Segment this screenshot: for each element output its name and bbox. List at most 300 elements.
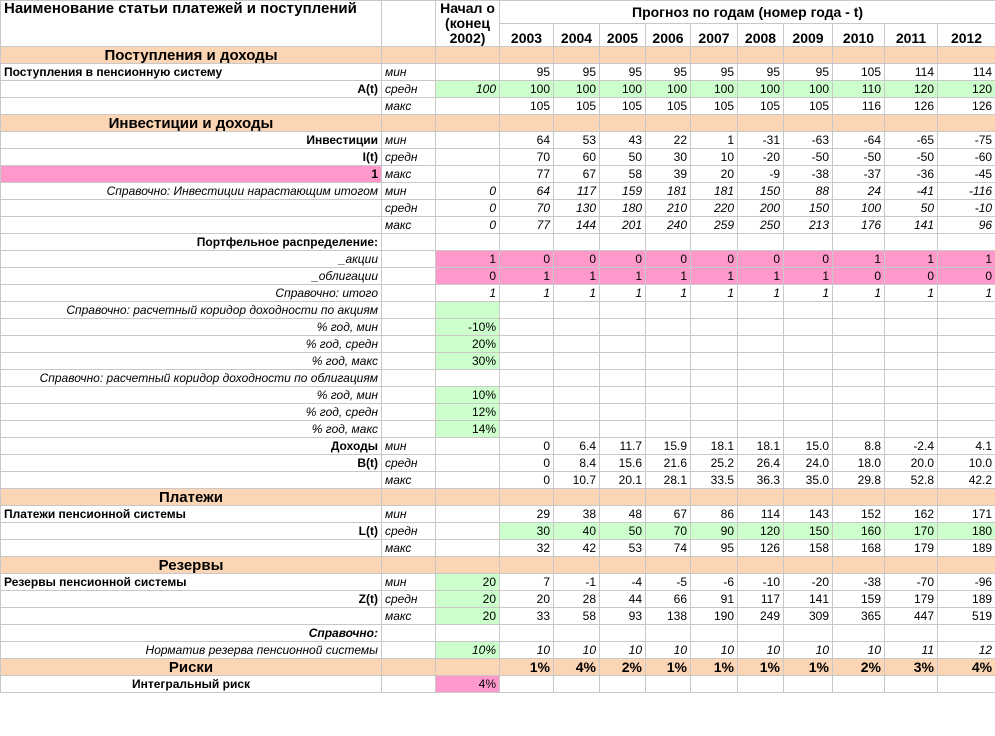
year-value-cell[interactable]: 0 — [500, 251, 554, 268]
start-value-cell[interactable]: 1 — [436, 285, 500, 302]
year-value-cell[interactable]: 1 — [500, 268, 554, 285]
year-value-cell[interactable]: 26.4 — [738, 455, 784, 472]
section-empty-cell[interactable] — [691, 115, 738, 132]
year-value-cell[interactable]: 105 — [646, 98, 691, 115]
section-empty-cell[interactable] — [500, 489, 554, 506]
year-value-cell[interactable]: 95 — [691, 540, 738, 557]
year-value-cell[interactable] — [938, 302, 995, 319]
section-empty-cell[interactable] — [600, 115, 646, 132]
year-value-cell[interactable] — [691, 387, 738, 404]
row-label-cell[interactable]: Поступления в пенсионную систему — [1, 64, 382, 81]
section-empty-cell[interactable] — [500, 557, 554, 574]
year-value-cell[interactable] — [784, 319, 833, 336]
year-value-cell[interactable]: 10 — [500, 642, 554, 659]
year-value-cell[interactable] — [646, 302, 691, 319]
year-value-cell[interactable]: 1 — [784, 268, 833, 285]
year-value-cell[interactable] — [600, 676, 646, 693]
year-value-cell[interactable]: 8.4 — [554, 455, 600, 472]
year-value-cell[interactable] — [738, 676, 784, 693]
year-value-cell[interactable]: 116 — [833, 98, 885, 115]
start-value-cell[interactable]: 100 — [436, 81, 500, 98]
year-value-cell[interactable] — [646, 353, 691, 370]
year-value-cell[interactable]: 1 — [600, 268, 646, 285]
section-empty-cell[interactable] — [938, 47, 995, 64]
row-label-cell[interactable]: _акции — [1, 251, 382, 268]
year-value-cell[interactable]: 0 — [646, 251, 691, 268]
start-value-cell[interactable] — [436, 166, 500, 183]
row-scenario-cell[interactable] — [382, 285, 436, 302]
year-value-cell[interactable] — [554, 625, 600, 642]
year-value-cell[interactable]: 10 — [600, 642, 646, 659]
year-value-cell[interactable]: 152 — [833, 506, 885, 523]
start-value-cell[interactable]: 20 — [436, 591, 500, 608]
section-empty-cell[interactable] — [885, 489, 938, 506]
year-value-cell[interactable]: 110 — [833, 81, 885, 98]
year-value-cell[interactable] — [738, 625, 784, 642]
year-value-cell[interactable]: 141 — [784, 591, 833, 608]
year-value-cell[interactable]: 20 — [691, 166, 738, 183]
year-value-cell[interactable] — [885, 234, 938, 251]
section-empty-cell[interactable] — [436, 557, 500, 574]
row-label-cell[interactable]: Инвестиции — [1, 132, 382, 149]
year-value-cell[interactable]: 105 — [784, 98, 833, 115]
year-value-cell[interactable] — [554, 353, 600, 370]
risk-value-cell[interactable]: 4% — [554, 659, 600, 676]
start-value-cell[interactable] — [436, 132, 500, 149]
risk-value-cell[interactable]: 3% — [885, 659, 938, 676]
year-value-cell[interactable] — [600, 421, 646, 438]
year-value-cell[interactable] — [938, 370, 995, 387]
row-label-cell[interactable]: % год, мин — [1, 387, 382, 404]
section-empty-cell[interactable] — [885, 557, 938, 574]
risk-empty-cell[interactable] — [436, 659, 500, 676]
year-value-cell[interactable]: -38 — [784, 166, 833, 183]
start-value-cell[interactable]: 0 — [436, 217, 500, 234]
year-value-cell[interactable]: 105 — [691, 98, 738, 115]
start-value-cell[interactable] — [436, 370, 500, 387]
section-empty-cell[interactable] — [436, 489, 500, 506]
year-value-cell[interactable]: 29.8 — [833, 472, 885, 489]
year-value-cell[interactable] — [500, 370, 554, 387]
year-value-cell[interactable]: -20 — [738, 149, 784, 166]
year-value-cell[interactable]: 0 — [500, 472, 554, 489]
year-value-cell[interactable]: 105 — [500, 98, 554, 115]
year-header-cell[interactable]: 2003 — [500, 24, 554, 47]
section-empty-cell[interactable] — [784, 47, 833, 64]
year-value-cell[interactable] — [885, 370, 938, 387]
section-empty-cell[interactable] — [554, 489, 600, 506]
year-value-cell[interactable]: 0 — [691, 251, 738, 268]
year-value-cell[interactable]: 18.1 — [738, 438, 784, 455]
year-value-cell[interactable] — [600, 387, 646, 404]
year-value-cell[interactable]: 1 — [646, 268, 691, 285]
section-title-cell[interactable]: Поступления и доходы — [1, 47, 382, 64]
year-value-cell[interactable]: 95 — [784, 64, 833, 81]
start-value-cell[interactable]: 12% — [436, 404, 500, 421]
year-value-cell[interactable] — [938, 353, 995, 370]
start-value-cell[interactable]: -10% — [436, 319, 500, 336]
year-value-cell[interactable]: 249 — [738, 608, 784, 625]
row-label-cell[interactable]: % год, мин — [1, 319, 382, 336]
section-empty-cell[interactable] — [600, 489, 646, 506]
year-value-cell[interactable]: 105 — [554, 98, 600, 115]
row-scenario-cell[interactable]: макс — [382, 472, 436, 489]
year-value-cell[interactable]: 114 — [738, 506, 784, 523]
year-value-cell[interactable] — [885, 421, 938, 438]
row-scenario-cell[interactable]: макс — [382, 98, 436, 115]
year-value-cell[interactable]: 53 — [554, 132, 600, 149]
row-scenario-cell[interactable] — [382, 676, 436, 693]
year-value-cell[interactable]: -5 — [646, 574, 691, 591]
year-value-cell[interactable]: -65 — [885, 132, 938, 149]
section-empty-cell[interactable] — [436, 47, 500, 64]
year-value-cell[interactable]: 105 — [600, 98, 646, 115]
year-value-cell[interactable] — [738, 336, 784, 353]
year-value-cell[interactable] — [500, 319, 554, 336]
year-value-cell[interactable]: 120 — [885, 81, 938, 98]
year-value-cell[interactable]: 158 — [784, 540, 833, 557]
year-value-cell[interactable] — [691, 353, 738, 370]
section-empty-cell[interactable] — [554, 557, 600, 574]
year-value-cell[interactable]: 11.7 — [600, 438, 646, 455]
year-value-cell[interactable] — [554, 404, 600, 421]
year-value-cell[interactable] — [833, 353, 885, 370]
year-value-cell[interactable]: 100 — [646, 81, 691, 98]
year-value-cell[interactable]: -31 — [738, 132, 784, 149]
year-value-cell[interactable]: 93 — [600, 608, 646, 625]
risk-value-cell[interactable]: 2% — [833, 659, 885, 676]
year-value-cell[interactable] — [938, 336, 995, 353]
year-value-cell[interactable]: 170 — [885, 523, 938, 540]
start-value-cell[interactable] — [436, 523, 500, 540]
year-value-cell[interactable]: 95 — [554, 64, 600, 81]
year-value-cell[interactable]: 259 — [691, 217, 738, 234]
year-value-cell[interactable]: -1 — [554, 574, 600, 591]
year-value-cell[interactable] — [691, 676, 738, 693]
start-value-cell[interactable] — [436, 149, 500, 166]
year-value-cell[interactable]: 58 — [554, 608, 600, 625]
year-value-cell[interactable] — [500, 625, 554, 642]
row-label-cell[interactable]: % год, средн — [1, 404, 382, 421]
section-empty-cell[interactable] — [382, 47, 436, 64]
year-value-cell[interactable] — [500, 404, 554, 421]
row-label-cell[interactable]: Интегральный риск — [1, 676, 382, 693]
row-label-cell[interactable]: A(t) — [1, 81, 382, 98]
row-scenario-cell[interactable]: макс — [382, 540, 436, 557]
year-value-cell[interactable] — [500, 336, 554, 353]
year-value-cell[interactable] — [885, 353, 938, 370]
row-label-cell[interactable]: Норматив резерва пенсионной системы — [1, 642, 382, 659]
year-value-cell[interactable]: 240 — [646, 217, 691, 234]
start-value-cell[interactable]: 20% — [436, 336, 500, 353]
year-value-cell[interactable]: 105 — [833, 64, 885, 81]
year-value-cell[interactable] — [554, 387, 600, 404]
year-value-cell[interactable] — [938, 404, 995, 421]
year-value-cell[interactable] — [885, 336, 938, 353]
year-value-cell[interactable]: 95 — [738, 64, 784, 81]
row-label-cell[interactable] — [1, 472, 382, 489]
section-empty-cell[interactable] — [600, 47, 646, 64]
row-label-cell[interactable]: Справочно: — [1, 625, 382, 642]
start-value-cell[interactable] — [436, 98, 500, 115]
section-empty-cell[interactable] — [554, 115, 600, 132]
year-value-cell[interactable] — [600, 302, 646, 319]
section-empty-cell[interactable] — [938, 115, 995, 132]
start-value-cell[interactable] — [436, 540, 500, 557]
year-value-cell[interactable] — [500, 302, 554, 319]
section-empty-cell[interactable] — [382, 489, 436, 506]
year-value-cell[interactable] — [691, 404, 738, 421]
year-value-cell[interactable] — [885, 387, 938, 404]
year-value-cell[interactable]: 0 — [554, 251, 600, 268]
year-value-cell[interactable]: -36 — [885, 166, 938, 183]
year-value-cell[interactable] — [554, 234, 600, 251]
year-value-cell[interactable]: -20 — [784, 574, 833, 591]
section-empty-cell[interactable] — [646, 489, 691, 506]
year-value-cell[interactable]: 39 — [646, 166, 691, 183]
year-value-cell[interactable]: 1 — [500, 285, 554, 302]
year-value-cell[interactable] — [833, 625, 885, 642]
year-value-cell[interactable] — [938, 319, 995, 336]
section-empty-cell[interactable] — [646, 557, 691, 574]
year-value-cell[interactable]: 100 — [833, 200, 885, 217]
year-value-cell[interactable]: 176 — [833, 217, 885, 234]
year-value-cell[interactable] — [885, 625, 938, 642]
year-value-cell[interactable]: -60 — [938, 149, 995, 166]
year-value-cell[interactable]: 77 — [500, 166, 554, 183]
year-value-cell[interactable]: 52.8 — [885, 472, 938, 489]
start-value-cell[interactable]: 0 — [436, 268, 500, 285]
section-empty-cell[interactable] — [691, 47, 738, 64]
year-value-cell[interactable]: 1 — [646, 285, 691, 302]
year-value-cell[interactable]: 7 — [500, 574, 554, 591]
row-scenario-cell[interactable] — [382, 404, 436, 421]
year-value-cell[interactable]: 22 — [646, 132, 691, 149]
year-value-cell[interactable]: 11 — [885, 642, 938, 659]
row-scenario-cell[interactable] — [382, 353, 436, 370]
year-value-cell[interactable] — [738, 404, 784, 421]
year-value-cell[interactable]: 95 — [600, 64, 646, 81]
year-value-cell[interactable]: 1 — [784, 285, 833, 302]
year-value-cell[interactable]: 35.0 — [784, 472, 833, 489]
year-value-cell[interactable]: 171 — [938, 506, 995, 523]
row-scenario-cell[interactable]: макс — [382, 166, 436, 183]
year-value-cell[interactable]: 179 — [885, 540, 938, 557]
year-value-cell[interactable]: 50 — [885, 200, 938, 217]
year-value-cell[interactable]: 4.1 — [938, 438, 995, 455]
year-value-cell[interactable]: 18.0 — [833, 455, 885, 472]
section-empty-cell[interactable] — [600, 557, 646, 574]
year-value-cell[interactable] — [784, 387, 833, 404]
year-value-cell[interactable] — [885, 404, 938, 421]
start-value-cell[interactable]: 10% — [436, 387, 500, 404]
year-value-cell[interactable]: 126 — [738, 540, 784, 557]
year-value-cell[interactable]: 126 — [885, 98, 938, 115]
year-value-cell[interactable]: -37 — [833, 166, 885, 183]
section-empty-cell[interactable] — [784, 115, 833, 132]
year-value-cell[interactable]: 105 — [738, 98, 784, 115]
year-value-cell[interactable]: 365 — [833, 608, 885, 625]
year-value-cell[interactable]: 190 — [691, 608, 738, 625]
row-scenario-cell[interactable] — [382, 370, 436, 387]
year-value-cell[interactable]: 213 — [784, 217, 833, 234]
year-value-cell[interactable]: 1 — [938, 251, 995, 268]
risk-empty-cell[interactable] — [382, 659, 436, 676]
year-value-cell[interactable]: 1 — [938, 285, 995, 302]
risk-value-cell[interactable]: 4% — [938, 659, 995, 676]
start-value-cell[interactable] — [436, 64, 500, 81]
year-value-cell[interactable]: 40 — [554, 523, 600, 540]
year-value-cell[interactable]: 519 — [938, 608, 995, 625]
year-value-cell[interactable] — [885, 302, 938, 319]
year-value-cell[interactable] — [885, 319, 938, 336]
year-value-cell[interactable] — [554, 336, 600, 353]
row-label-cell[interactable]: Портфельное распределение: — [1, 234, 382, 251]
row-scenario-cell[interactable]: мин — [382, 574, 436, 591]
year-value-cell[interactable]: 42 — [554, 540, 600, 557]
year-value-cell[interactable]: 60 — [554, 149, 600, 166]
year-value-cell[interactable]: 91 — [691, 591, 738, 608]
start-value-cell[interactable] — [436, 302, 500, 319]
year-value-cell[interactable] — [554, 319, 600, 336]
year-value-cell[interactable]: 144 — [554, 217, 600, 234]
year-value-cell[interactable] — [691, 370, 738, 387]
row-scenario-cell[interactable]: мин — [382, 506, 436, 523]
year-value-cell[interactable] — [600, 319, 646, 336]
row-label-cell[interactable] — [1, 98, 382, 115]
year-value-cell[interactable] — [554, 676, 600, 693]
section-empty-cell[interactable] — [738, 115, 784, 132]
year-value-cell[interactable]: 28 — [554, 591, 600, 608]
year-value-cell[interactable]: 30 — [646, 149, 691, 166]
year-value-cell[interactable]: 77 — [500, 217, 554, 234]
start-value-cell[interactable] — [436, 506, 500, 523]
year-value-cell[interactable]: 1 — [554, 285, 600, 302]
year-header-cell[interactable]: 2012 — [938, 24, 995, 47]
section-empty-cell[interactable] — [500, 115, 554, 132]
header-sub-cell[interactable] — [382, 1, 436, 47]
row-label-cell[interactable]: Справочно: расчетный коридор доходности по облигациям — [1, 370, 382, 387]
year-value-cell[interactable]: -6 — [691, 574, 738, 591]
year-value-cell[interactable] — [600, 353, 646, 370]
start-value-cell[interactable]: 30% — [436, 353, 500, 370]
year-value-cell[interactable] — [833, 370, 885, 387]
row-label-cell[interactable]: % год, макс — [1, 353, 382, 370]
section-empty-cell[interactable] — [436, 115, 500, 132]
year-value-cell[interactable]: 201 — [600, 217, 646, 234]
start-value-cell[interactable]: 20 — [436, 574, 500, 591]
row-label-cell[interactable]: Резервы пенсионной системы — [1, 574, 382, 591]
year-value-cell[interactable]: 1 — [600, 285, 646, 302]
section-empty-cell[interactable] — [784, 489, 833, 506]
start-value-cell[interactable]: 1 — [436, 251, 500, 268]
year-value-cell[interactable] — [738, 353, 784, 370]
year-value-cell[interactable]: 100 — [500, 81, 554, 98]
year-value-cell[interactable] — [833, 234, 885, 251]
row-scenario-cell[interactable]: мин — [382, 64, 436, 81]
year-value-cell[interactable]: 160 — [833, 523, 885, 540]
year-value-cell[interactable] — [646, 370, 691, 387]
year-value-cell[interactable]: 114 — [885, 64, 938, 81]
row-scenario-cell[interactable] — [382, 642, 436, 659]
row-label-cell[interactable]: _облигации — [1, 268, 382, 285]
start-value-cell[interactable]: 10% — [436, 642, 500, 659]
year-value-cell[interactable]: 50 — [600, 149, 646, 166]
year-value-cell[interactable]: 95 — [691, 64, 738, 81]
year-value-cell[interactable]: 15.0 — [784, 438, 833, 455]
year-header-cell[interactable]: 2005 — [600, 24, 646, 47]
year-value-cell[interactable]: 28.1 — [646, 472, 691, 489]
row-label-cell[interactable]: Z(t) — [1, 591, 382, 608]
year-value-cell[interactable]: 10 — [691, 149, 738, 166]
section-empty-cell[interactable] — [554, 47, 600, 64]
year-value-cell[interactable]: 1 — [885, 285, 938, 302]
year-header-cell[interactable]: 2008 — [738, 24, 784, 47]
row-scenario-cell[interactable]: мин — [382, 438, 436, 455]
year-value-cell[interactable]: 0 — [885, 268, 938, 285]
year-value-cell[interactable] — [938, 387, 995, 404]
year-value-cell[interactable]: 66 — [646, 591, 691, 608]
year-value-cell[interactable]: 0 — [938, 268, 995, 285]
year-header-cell[interactable]: 2004 — [554, 24, 600, 47]
year-value-cell[interactable]: 189 — [938, 591, 995, 608]
year-value-cell[interactable]: 150 — [738, 183, 784, 200]
year-value-cell[interactable]: 20.1 — [600, 472, 646, 489]
risk-value-cell[interactable]: 2% — [600, 659, 646, 676]
year-value-cell[interactable]: 29 — [500, 506, 554, 523]
header-title-cell[interactable]: Наименование статьи платежей и поступлений — [1, 1, 382, 47]
year-value-cell[interactable]: 200 — [738, 200, 784, 217]
year-value-cell[interactable]: 8.8 — [833, 438, 885, 455]
year-value-cell[interactable] — [784, 676, 833, 693]
year-value-cell[interactable]: 70 — [500, 149, 554, 166]
section-empty-cell[interactable] — [382, 115, 436, 132]
year-value-cell[interactable]: 100 — [600, 81, 646, 98]
year-value-cell[interactable]: 181 — [691, 183, 738, 200]
year-value-cell[interactable]: 10.7 — [554, 472, 600, 489]
year-value-cell[interactable]: 42.2 — [938, 472, 995, 489]
year-value-cell[interactable] — [600, 404, 646, 421]
year-value-cell[interactable] — [600, 370, 646, 387]
start-value-cell[interactable]: 20 — [436, 608, 500, 625]
row-scenario-cell[interactable] — [382, 421, 436, 438]
year-value-cell[interactable]: -75 — [938, 132, 995, 149]
year-value-cell[interactable]: 162 — [885, 506, 938, 523]
year-value-cell[interactable]: 1 — [833, 285, 885, 302]
year-value-cell[interactable] — [691, 421, 738, 438]
year-value-cell[interactable]: 168 — [833, 540, 885, 557]
section-empty-cell[interactable] — [646, 47, 691, 64]
section-title-cell[interactable]: Резервы — [1, 557, 382, 574]
year-value-cell[interactable]: 33.5 — [691, 472, 738, 489]
year-value-cell[interactable] — [646, 404, 691, 421]
start-value-cell[interactable] — [436, 438, 500, 455]
year-value-cell[interactable]: 10.0 — [938, 455, 995, 472]
year-value-cell[interactable]: 70 — [646, 523, 691, 540]
section-empty-cell[interactable] — [833, 47, 885, 64]
year-value-cell[interactable]: 447 — [885, 608, 938, 625]
section-empty-cell[interactable] — [646, 115, 691, 132]
section-title-cell[interactable]: Платежи — [1, 489, 382, 506]
year-value-cell[interactable] — [833, 319, 885, 336]
row-label-cell[interactable] — [1, 540, 382, 557]
section-empty-cell[interactable] — [833, 557, 885, 574]
section-empty-cell[interactable] — [382, 557, 436, 574]
year-value-cell[interactable]: 33 — [500, 608, 554, 625]
year-value-cell[interactable] — [600, 336, 646, 353]
year-value-cell[interactable] — [738, 387, 784, 404]
year-value-cell[interactable]: 10 — [554, 642, 600, 659]
